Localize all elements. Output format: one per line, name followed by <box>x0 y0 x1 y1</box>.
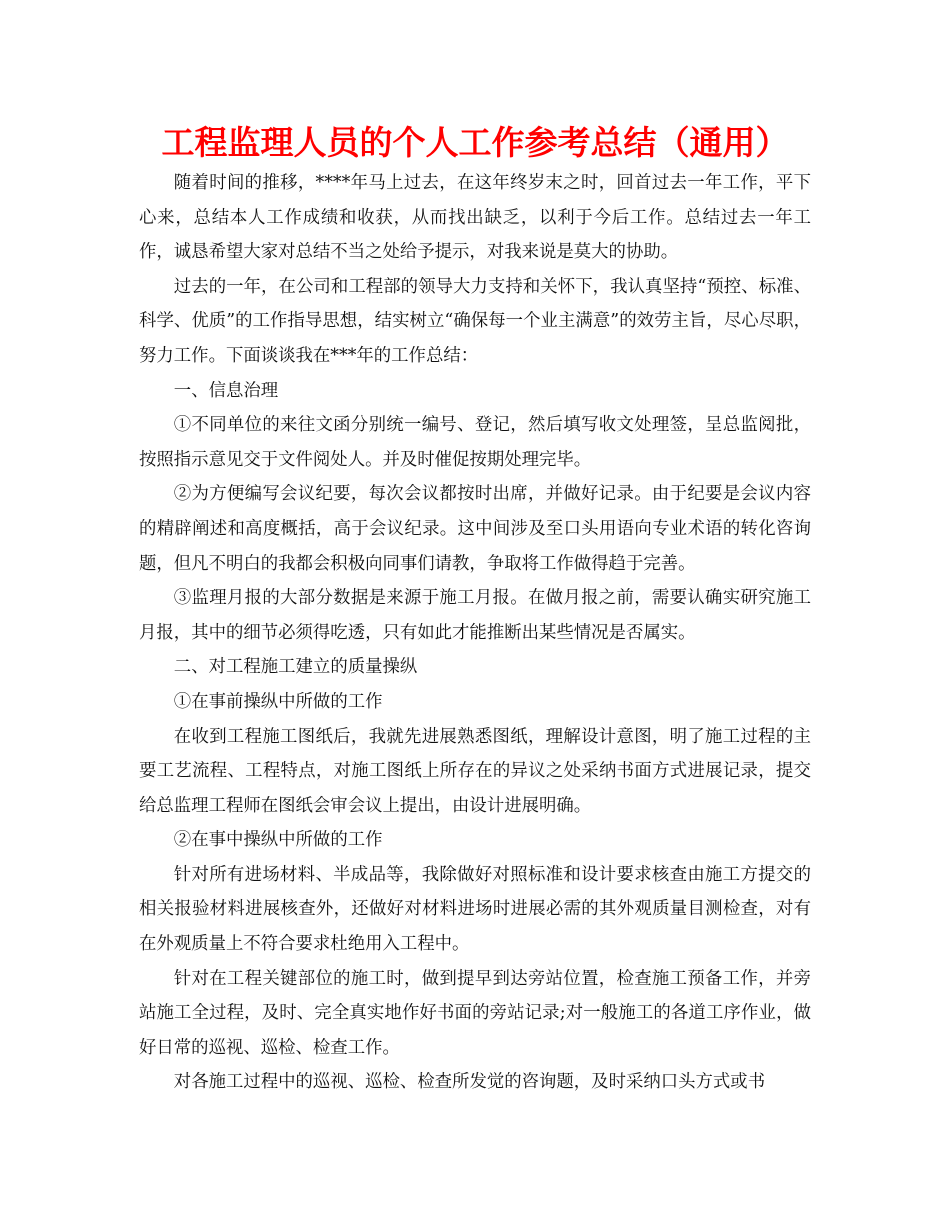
document-body <box>139 166 811 1100</box>
section-heading-info-management: 一、信息治理 <box>173 380 279 401</box>
paragraph-item: 对各施工过程中的巡视、巡检、检查所发觉的咨询题，及时采纳口头方式或书 <box>173 1072 766 1093</box>
subheading-in-process-control: ②在事中操纵中所做的工作 <box>173 830 383 851</box>
paragraph-item: ③监理月报的大部分数据是来源于施工月报。在做月报之前，需要认确实研究施工月报，其中的细节必须得吃透，只有如此才能推断出某些情况是否属实。 <box>139 588 811 643</box>
document-title: 工程监理人员的个人工作参考总结（通用） <box>161 123 789 162</box>
paragraph-item: 在收到工程施工图纸后，我就先进展熟悉图纸，理解设计意图，明了施工过程的主要工艺流程、工程特点，对施工图纸上所存在的异议之处采纳书面方式进展记录，提交给总监理工程师在图纸会审会议上提出，由设计进展明确。 <box>139 726 811 816</box>
paragraph-intro: 随着时间的推移，****年马上过去，在这年终岁末之时，回首过去一年工作，平下心来，总结本人工作成绩和收获，从而找出缺乏，以利于今后工作。总结过去一年工作，诚恳希望大家对总结不当之处给予提示，对我来说是莫大的协助。 <box>139 173 811 263</box>
subheading-pre-control: ①在事前操纵中所做的工作 <box>173 691 383 712</box>
paragraph-item: 针对所有进场材料、半成品等，我除做好对照标准和设计要求核查由施工方提交的相关报验材料进展核查外，还做好对材料进场时进展必需的其外观质量目测检查，对有在外观质量上不符合要求杜绝用入工程中。 <box>139 864 811 955</box>
paragraph-overview: 过去的一年，在公司和工程部的领导大力支持和关怀下，我认真坚持“预控、标准、科学、优质”的工作指导思想，结实树立“确保每一个业主满意”的效劳主旨，尽心尽职，努力工作。下面谈谈我在***年的工作总结： <box>139 276 811 366</box>
section-heading-quality-control: 二、对工程施工建立的质量操纵 <box>173 657 418 678</box>
paragraph-item: ①不同单位的来往文函分别统一编号、登记，然后填写收文处理签，呈总监阅批，按照指示意见交于文件阅处人。并及时催促按期处理完毕。 <box>139 415 811 470</box>
paragraph-item: 针对在工程关键部位的施工时，做到提早到达旁站位置，检查施工预备工作，并旁站施工全过程，及时、完全真实地作好书面的旁站记录;对一般施工的各道工序作业，做好日常的巡视、巡检、检查工作。 <box>139 968 811 1058</box>
paragraph-item: ②为方便编写会议纪要，每次会议都按时出席，并做好记录。由于纪要是会议内容的精辟阐述和高度概括，高于会议纪录。这中间涉及至口头用语向专业术语的转化咨询题，但凡不明白的我都会积极向同事们请教，争取将工作做得趋于完善。 <box>139 484 811 574</box>
